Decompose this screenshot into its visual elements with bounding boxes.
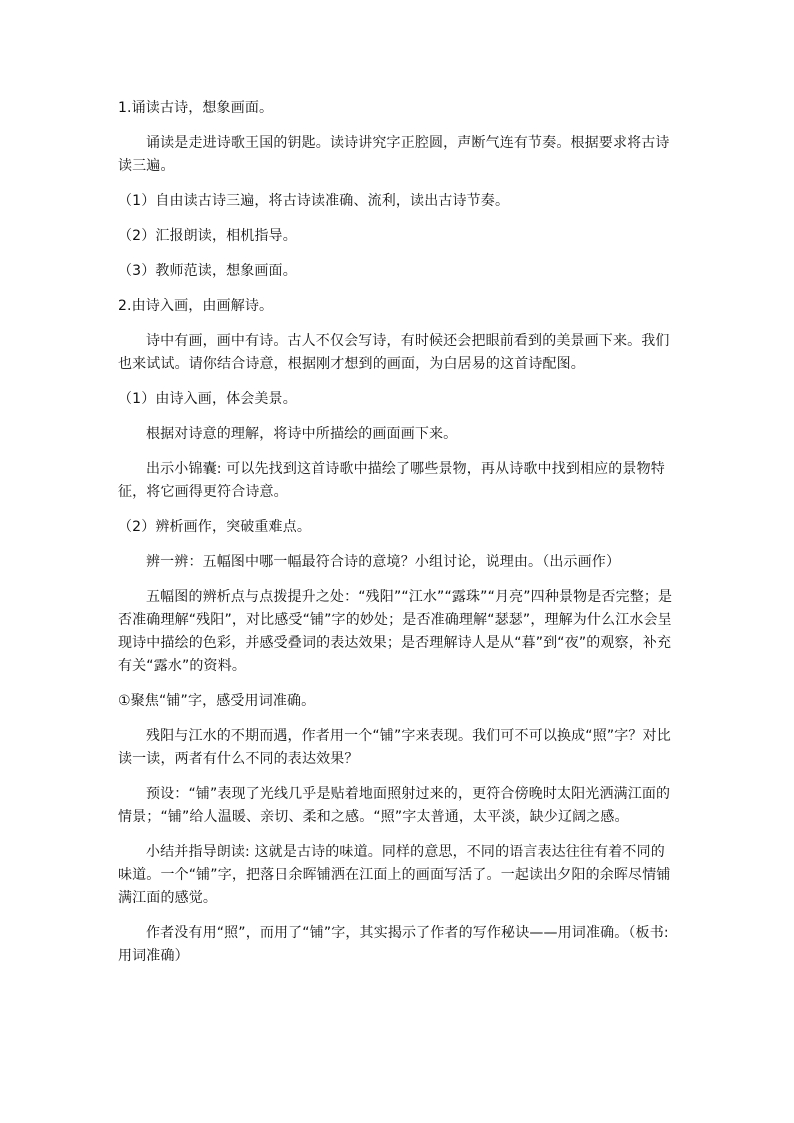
section-heading-2: 2.由诗入画，由画解诗。 xyxy=(118,298,274,314)
step-item: （1）自由读古诗三遍，将古诗读准确、流利，读出古诗节奏。 xyxy=(118,193,510,209)
step-item: （2）辨析画作，突破重难点。 xyxy=(118,519,312,535)
section-heading-1: 1.诵读古诗，想象画面。 xyxy=(118,100,274,116)
paragraph: 辨一辨：五幅图中哪一幅最符合诗的意境？小组讨论，说理由。（出示画作） xyxy=(146,554,621,570)
paragraph: 五幅图的辨析点与点拨提升之处：“残阳”“江水”“露珠”“月亮”四种景物是否完整；是否准确理解“残阳”，对比感受“铺”字的妙处；是否准确理解“瑟瑟”，理解为什么江水会呈现诗中描绘的色彩，并感受叠词的表达效果；是否理解诗人是从“暮”到“夜”的观察，补充有关“露水”的资料。 xyxy=(118,589,673,674)
paragraph: 小结并指导朗读: 这就是古诗的味道。同样的意思，不同的语言表达往往有着不同的味道。一个“铺”字，把落日余晖铺洒在江面上的画面写活了。一起读出夕阳的余晖尽情铺满江面的感觉。 xyxy=(118,844,671,906)
paragraph: 预设：“铺”表现了光线几乎是贴着地面照射过来的，更符合傍晚时太阳光洒满江面的情景；“铺”给人温暖、亲切、柔和之感。“照”字太普通，太平淡，缺少辽阔之感。 xyxy=(118,786,671,825)
paragraph: 作者没有用“照”，而用了“铺”字，其实揭示了作者的写作秘诀——用词准确。（板书: 用词准确） xyxy=(118,925,669,964)
step-item: （2）汇报朗读，相机指导。 xyxy=(118,228,297,244)
paragraph: 出示小锦囊: 可以先找到这首诗歌中描绘了哪些景物，再从诗歌中找到相应的景物特征，将它画得更符合诗意。 xyxy=(118,461,665,500)
step-item: ①聚焦“铺”字，感受用词准确。 xyxy=(118,693,316,709)
paragraph: 诵读是走进诗歌王国的钥匙。读诗讲究字正腔圆，声断气连有节奏。根据要求将古诗读三遍。 xyxy=(118,135,670,174)
paragraph: 诗中有画，画中有诗。古人不仅会写诗，有时候还会把眼前看到的美景画下来。我们也来试试。请你结合诗意，根据刚才想到的画面，为白居易的这首诗配图。 xyxy=(118,333,670,372)
step-item: （1）由诗入画，体会美景。 xyxy=(118,391,297,407)
document-body xyxy=(118,97,678,980)
step-item: （3）教师范读，想象画面。 xyxy=(118,263,297,279)
paragraph: 根据对诗意的理解，将诗中所描绘的画面画下来。 xyxy=(146,426,458,442)
paragraph: 残阳与江水的不期而遇，作者用一个“铺”字来表现。我们可不可以换成“照”字？对比读一读，两者有什么不同的表达效果？ xyxy=(118,728,671,767)
